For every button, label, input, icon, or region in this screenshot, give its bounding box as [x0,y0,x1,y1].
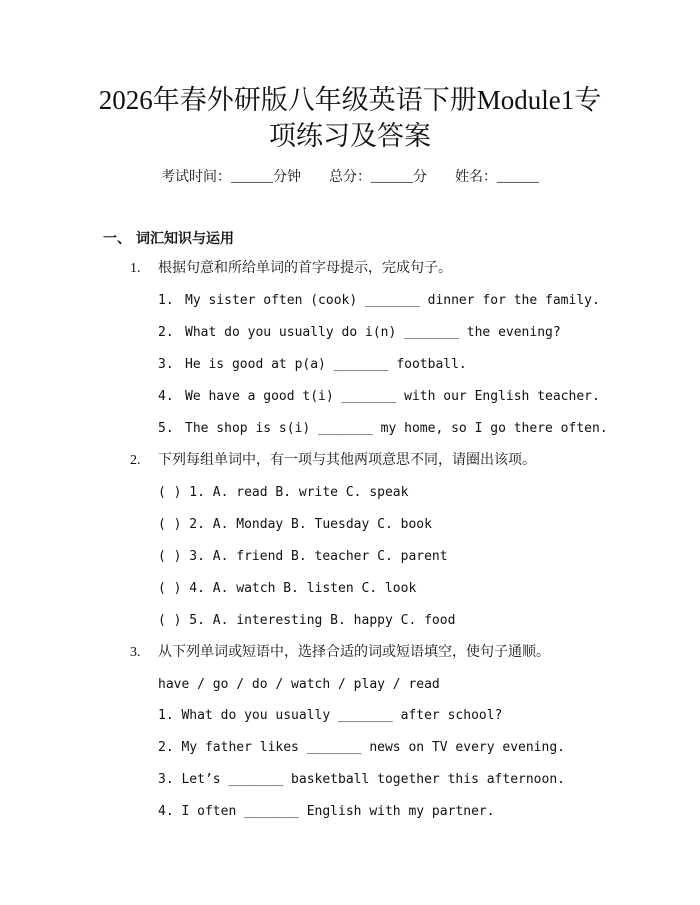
question-instruction: 下列每组单词中，有一项与其他两项意思不同，请圈出该项。 [158,453,536,468]
section-title: 词汇知识与运用 [136,232,234,247]
list-item: ( ) 2. A. Monday B. Tuesday C. book [158,517,432,532]
list-item: 1. What do you usually _______ after school? [158,708,503,723]
exam-meta [0,166,700,186]
question-instruction: 从下列单词或短语中，选择合适的词或短语填空，使句子通顺。 [158,645,550,660]
list-item: 4. We have a good t(i) _______ with our English teacher. [158,389,600,404]
list-item: 3. He is good at p(a) _______ football. [158,357,467,372]
list-item: ( ) 4. A. watch B. listen C. look [158,581,417,596]
list-item: 5. The shop is s(i) _______ my home, so I go there often. [158,421,608,436]
question-1 [130,260,452,278]
list-item: 4. I often _______ English with my partner. [158,804,495,819]
word-bank: have / go / do / watch / play / read [158,677,440,692]
question-number: 3. [130,645,141,660]
student-name: 姓名：______ [455,170,539,185]
page-title-line-2: 项练习及答案 [269,121,431,151]
question-instruction: 根据句意和所给单词的首字母提示，完成句子。 [158,261,452,276]
exam-score: 总分：______分 [329,170,427,185]
list-item: 1. My sister often (cook) _______ dinner for the family. [158,293,600,308]
list-item: 2. My father likes _______ news on TV every evening. [158,740,565,755]
question-number: 2. [130,453,141,468]
list-item: 2. What do you usually do i(n) _______ the evening? [158,325,561,340]
list-item: 3. Let’s _______ basketball together this afternoon. [158,772,565,787]
question-2 [130,452,536,470]
question-3 [130,644,550,662]
exam-time: 考试时间：______分钟 [161,170,301,185]
list-item: ( ) 3. A. friend B. teacher C. parent [158,549,448,564]
page-title-line-1: 2026年春外研版八年级英语下册Module1专 [98,85,602,115]
section-heading [103,228,234,248]
question-number: 1. [130,261,141,276]
list-item: ( ) 5. A. interesting B. happy C. food [158,613,456,628]
list-item: ( ) 1. A. read B. write C. speak [158,485,409,500]
section-number: 一、 [103,232,131,247]
